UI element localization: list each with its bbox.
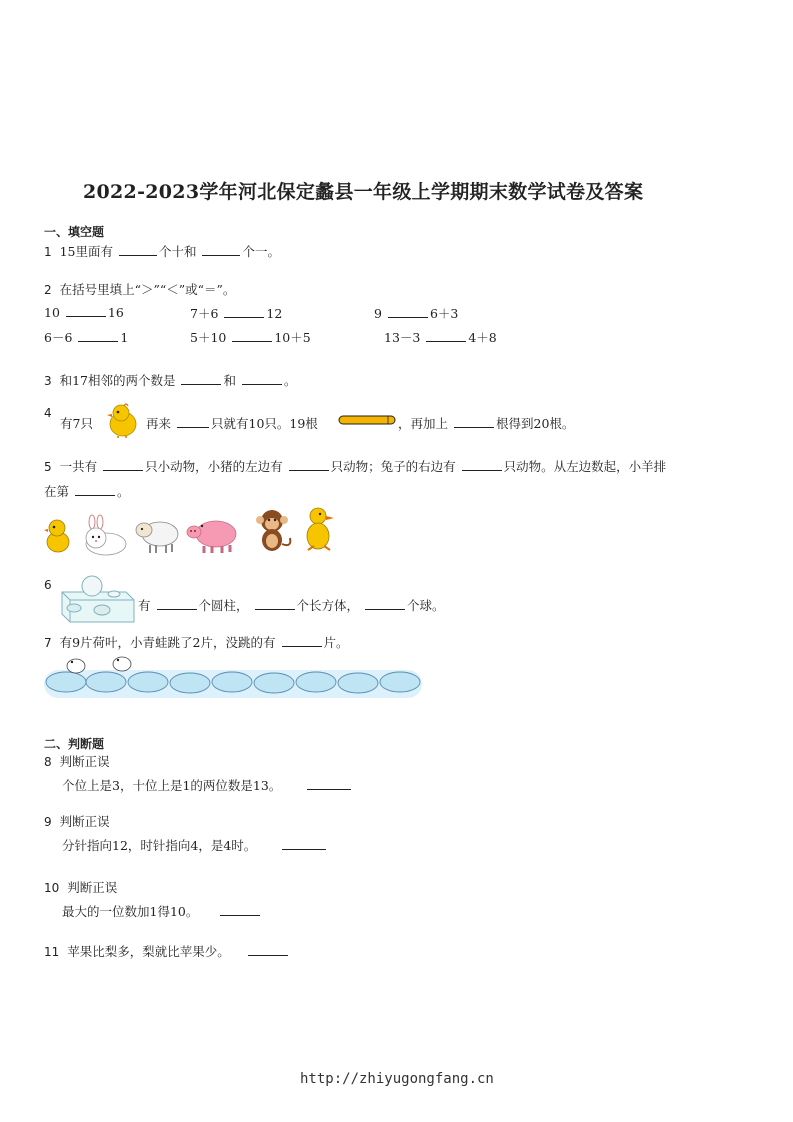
pig-icon <box>186 514 242 554</box>
section-fill-blank: 一、填空题 <box>44 225 105 239</box>
question-7: 7 有9片荷叶，小青蛙跳了2片，没跳的有 片。 <box>44 635 349 650</box>
question-5: 5 一共有 只小动物，小猪的左边有 只动物；兔子的右边有 只动物。从左边数起，小羊排 <box>44 459 667 474</box>
compare-item: 10 16 <box>44 305 124 320</box>
answer-blank[interactable] <box>365 597 405 610</box>
answer-blank[interactable] <box>232 329 272 342</box>
answer-blank[interactable] <box>255 597 295 610</box>
answer-blank[interactable] <box>103 458 143 471</box>
compare-item: 13－3 4＋8 <box>384 330 497 345</box>
pencil-icon <box>338 414 398 426</box>
question-8-body: 个位上是3，十位上是1的两位数是13。 <box>62 776 353 794</box>
answer-blank[interactable] <box>307 777 351 790</box>
question-3: 3 和17相邻的两个数是 和 。 <box>44 373 297 388</box>
answer-blank[interactable] <box>388 305 428 318</box>
answer-blank[interactable] <box>224 305 264 318</box>
answer-blank[interactable] <box>462 458 502 471</box>
answer-blank[interactable] <box>66 304 106 317</box>
answer-blank[interactable] <box>282 837 326 850</box>
question-2: 2 在括号里填上“＞”“＜”或“＝”。 <box>44 282 236 297</box>
solids-icon <box>58 572 138 628</box>
question-4-part-a: 有7只 <box>60 416 93 431</box>
chick-icon <box>44 516 72 554</box>
answer-blank[interactable] <box>202 243 240 256</box>
answer-blank[interactable] <box>181 372 221 385</box>
answer-blank[interactable] <box>157 597 197 610</box>
compare-item: 6－6 1 <box>44 330 129 345</box>
answer-blank[interactable] <box>220 903 260 916</box>
compare-item: 5＋10 10＋5 <box>190 330 311 345</box>
footer-url[interactable]: http://zhiyugongfang.cn <box>300 1071 494 1087</box>
answer-blank[interactable] <box>289 458 329 471</box>
question-6: 有 个圆柱， 个长方体， 个球。 <box>138 598 445 613</box>
answer-blank[interactable] <box>282 634 322 647</box>
sheep-icon <box>134 514 180 554</box>
question-6-number: 6 <box>44 578 52 592</box>
question-4-part-c: ，再加上 根得到20根。 <box>398 416 575 431</box>
answer-blank[interactable] <box>426 329 466 342</box>
question-10-body: 最大的一位数加1得10。 <box>62 902 262 920</box>
answer-blank[interactable] <box>454 415 494 428</box>
answer-blank[interactable] <box>242 372 282 385</box>
section-true-false: 二、判断题 <box>44 737 105 751</box>
rabbit-icon <box>78 516 128 556</box>
answer-blank[interactable] <box>177 415 209 428</box>
question-8-head: 8 判断正误 <box>44 754 110 769</box>
answer-blank[interactable] <box>119 243 157 256</box>
compare-item: 9 6＋3 <box>374 306 459 321</box>
question-9-head: 9 判断正误 <box>44 814 110 829</box>
question-1: 1 15里面有 个十和 个一。 <box>44 244 280 259</box>
answer-blank[interactable] <box>248 943 288 956</box>
page-title: 2022-2023学年河北保定蠡县一年级上学期期末数学试卷及答案 <box>83 181 644 203</box>
question-10-head: 10 判断正误 <box>44 880 118 895</box>
question-4-number: 4 <box>44 406 52 420</box>
compare-item: 7＋6 12 <box>190 306 283 321</box>
question-5-line-2: 在第 。 <box>44 484 130 499</box>
answer-blank[interactable] <box>78 329 118 342</box>
lily-pads-icon <box>44 652 424 702</box>
duck-icon <box>302 506 336 554</box>
monkey-icon <box>250 508 296 554</box>
question-9-body: 分针指向12，时针指向4，是4时。 <box>62 836 328 854</box>
question-11: 11 苹果比梨多，梨就比苹果少。 <box>44 942 290 960</box>
question-4-part-b: 再来 只就有10只。19根 <box>146 416 318 431</box>
chick-icon <box>104 402 140 438</box>
answer-blank[interactable] <box>75 483 115 496</box>
